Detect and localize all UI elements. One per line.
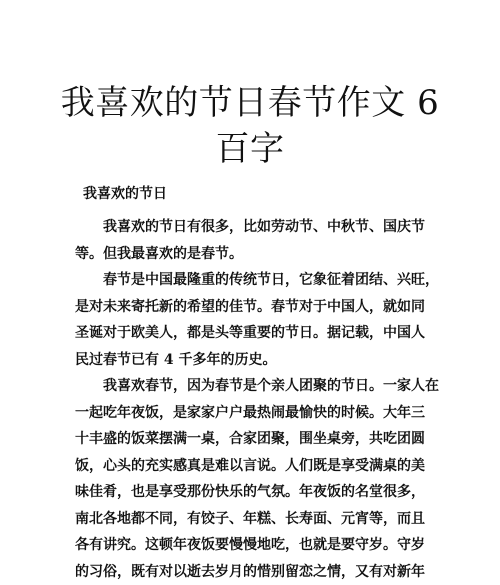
title-line-1: 我喜欢的节日春节作文 6: [61, 83, 439, 123]
paragraph-line: 是对未来寄托新的希望的佳节。春节对于中国人，就如同: [75, 294, 427, 321]
article-body: [75, 180, 427, 585]
paragraph-line: 饭，心头的充实感真是难以言说。人们既是享受满桌的美: [75, 453, 427, 480]
document-title: [40, 80, 460, 172]
paragraph-line: 各有讲究。这顿年夜饭要慢慢地吃，也就是要守岁。守岁: [75, 532, 427, 559]
article-heading: 我喜欢的节日: [83, 180, 427, 208]
paragraph-line: 我喜欢的节日有很多，比如劳动节、中秋节、国庆节: [75, 214, 427, 241]
paragraph-line: 等。但我最喜欢的是春节。: [75, 241, 427, 268]
paragraph-line: 我喜欢春节，因为春节是个亲人团聚的节日。一家人在: [75, 373, 427, 400]
paragraph-line: 味佳肴，也是享受那份快乐的气氛。年夜饭的名堂很多，: [75, 479, 427, 506]
title-line-2: 百字: [216, 129, 285, 169]
paragraph-line: 的习俗，既有对以逝去岁月的惜别留恋之情，又有对新年: [75, 559, 427, 585]
paragraph-line: 南北各地都不同，有饺子、年糕、长寿面、元宵等，而且: [75, 506, 427, 533]
paragraph-line: 民过春节已有 4 千多年的历史。: [75, 347, 427, 374]
paragraph-line: 一起吃年夜饭，是家家户户最热闹最愉快的时候。大年三: [75, 400, 427, 427]
paragraph-line: 春节是中国最隆重的传统节日，它象征着团结、兴旺，: [75, 267, 427, 294]
paragraph-line: 圣诞对于欧美人，都是头等重要的节日。据记载，中国人: [75, 320, 427, 347]
paragraph-line: 十丰盛的饭菜摆满一桌，合家团聚，围坐桌旁，共吃团圆: [75, 426, 427, 453]
